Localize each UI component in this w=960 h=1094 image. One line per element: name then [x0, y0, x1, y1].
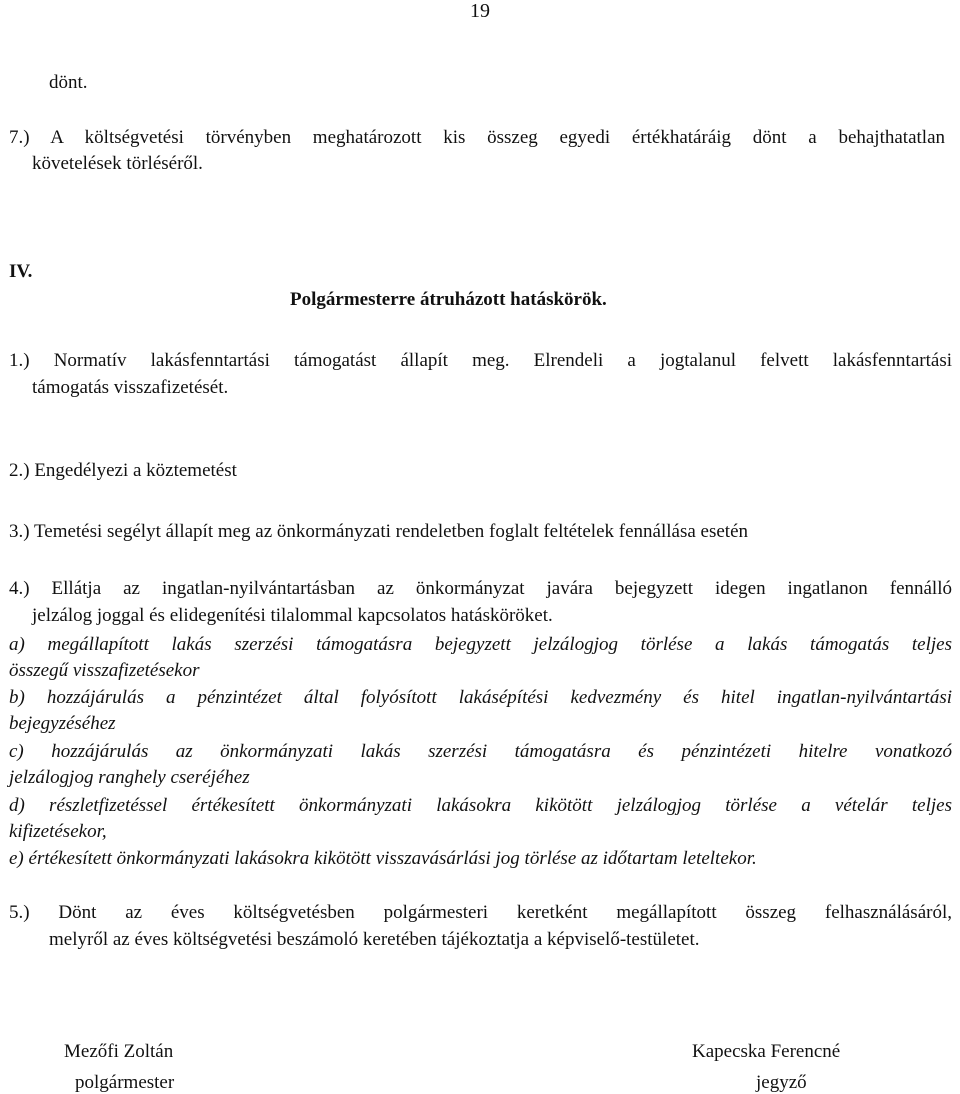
section-roman-numeral: IV. [9, 261, 33, 282]
signature-left-name: Mezőfi Zoltán [64, 1041, 174, 1062]
signature-left-title: polgármester [75, 1072, 175, 1093]
sub-item-c-line1: c) hozzájárulás az önkormányzati lakás szerzési támogatásra és pénzintézeti hitelre vonatkozó [9, 741, 952, 762]
item-3-line1: 3.) Temetési segélyt állapít meg az önkormányzati rendeletben foglalt feltételek fennállása esetén [9, 521, 749, 542]
sub-item-b-line1: b) hozzájárulás a pénzintézet által folyósított lakásépítési kedvezmény és hitel ingatlan-nyilvántartási [9, 687, 952, 708]
item-1-line1: 1.) Normatív lakásfenntartási támogatást állapít meg. Elrendeli a jogtalanul felvett lakásfenntartási [9, 350, 952, 371]
sub-item-a-line2: összegű visszafizetésekor [9, 660, 200, 681]
item-7-line1: 7.) A költségvetési törvényben meghatározott kis összeg egyedi értékhatáráig dönt a behajthatatlan [9, 127, 945, 148]
item-5-line2: melyről az éves költségvetési beszámoló keretében tájékoztatja a képviselő-testületet. [49, 929, 700, 950]
item-1-line2: támogatás visszafizetését. [32, 377, 229, 398]
intro-text: dönt. [49, 72, 88, 93]
page-number: 19 [470, 0, 490, 22]
sub-item-d-line2: kifizetésekor, [9, 821, 107, 842]
section-title: Polgármesterre átruházott hatáskörök. [290, 289, 607, 310]
sub-item-a-line1: a) megállapított lakás szerzési támogatásra bejegyzett jelzálogjog törlése a lakás támogatás teljes [9, 634, 952, 655]
item-5-line1: 5.) Dönt az éves költségvetésben polgármesteri keretként megállapított összeg felhasználásáról, [9, 902, 952, 923]
signature-right-name: Kapecska Ferencné [692, 1041, 841, 1062]
sub-item-d-line1: d) részletfizetéssel értékesített önkormányzati lakásokra kikötött jelzálogjog törlése a vételár teljes [9, 795, 952, 816]
item-4-line1: 4.) Ellátja az ingatlan-nyilvántartásban az önkormányzat javára bejegyzett idegen ingatlanon fennálló [9, 578, 952, 599]
sub-item-b-line2: bejegyzéséhez [9, 713, 116, 734]
signature-right-title: jegyző [756, 1072, 807, 1093]
item-2-line1: 2.) Engedélyezi a köztemetést [9, 460, 237, 481]
item-7-line2: követelések törléséről. [32, 153, 203, 174]
sub-item-e-line1: e) értékesített önkormányzati lakásokra kikötött visszavásárlási jog törlése az időtartam leteltekor. [9, 848, 757, 869]
sub-item-c-line2: jelzálogjog ranghely cseréjéhez [9, 767, 250, 788]
item-4-line2: jelzálog joggal és elidegenítési tilalommal kapcsolatos hatásköröket. [32, 605, 553, 626]
